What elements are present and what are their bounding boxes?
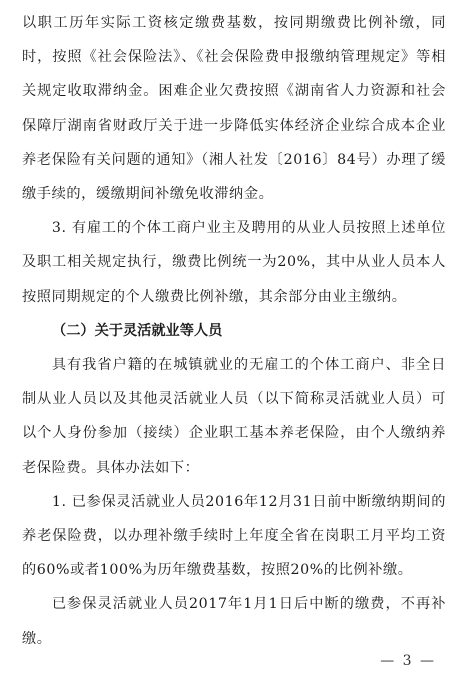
paragraph-flexible-employment-intro: 具有我省户籍的在城镇就业的无雇工的个体工商户、非全日制从业人员以及其他灵活就业人员（以下简称灵活就业人员）可以个人身份参加（接续）企业职工基本养老保险，由个人缴纳养老保险费。具体办法如下： [22, 357, 446, 476]
section-heading: （二）关于灵活就业等人员 [52, 322, 223, 339]
paragraph-after-2017: 已参保灵活就业人员2017年1月1日后中断的缴费，不再补缴。 [22, 596, 446, 647]
paragraph-item-3: 3. 有雇工的个体工商户业主及聘用的从业人员按照上述单位及职工相关规定执行，缴费比例统一为20%，其中从业人员本人按照同期规定的个人缴费比例补缴，其余部分由业主缴纳。 [22, 220, 446, 305]
page-number: — 3 — [380, 653, 436, 669]
paragraph-item-1: 1. 已参保灵活就业人员2016年12月31日前中断缴纳期间的养老保险费，以办理补缴手续时上年度全省在岗职工月平均工资的60%或者100%为历年缴费基数，按照20%的比例补缴。 [22, 493, 446, 579]
paragraph-continuation: 以职工历年实际工资核定缴费基数，按同期缴费比例补缴，同时，按照《社会保险法》、《社会保险费申报缴纳管理规定》等相关规定收取滞纳金。困难企业欠费按照《湖南省人力资源和社会保障厅湖南省财政厅关于进一步降低实体经济企业综合成本企业养老保险有关问题的通知》（湘人社发〔2016〕84号）办理了缓缴手续的，缓缴期间补缴免收滞纳金。 [22, 15, 446, 203]
